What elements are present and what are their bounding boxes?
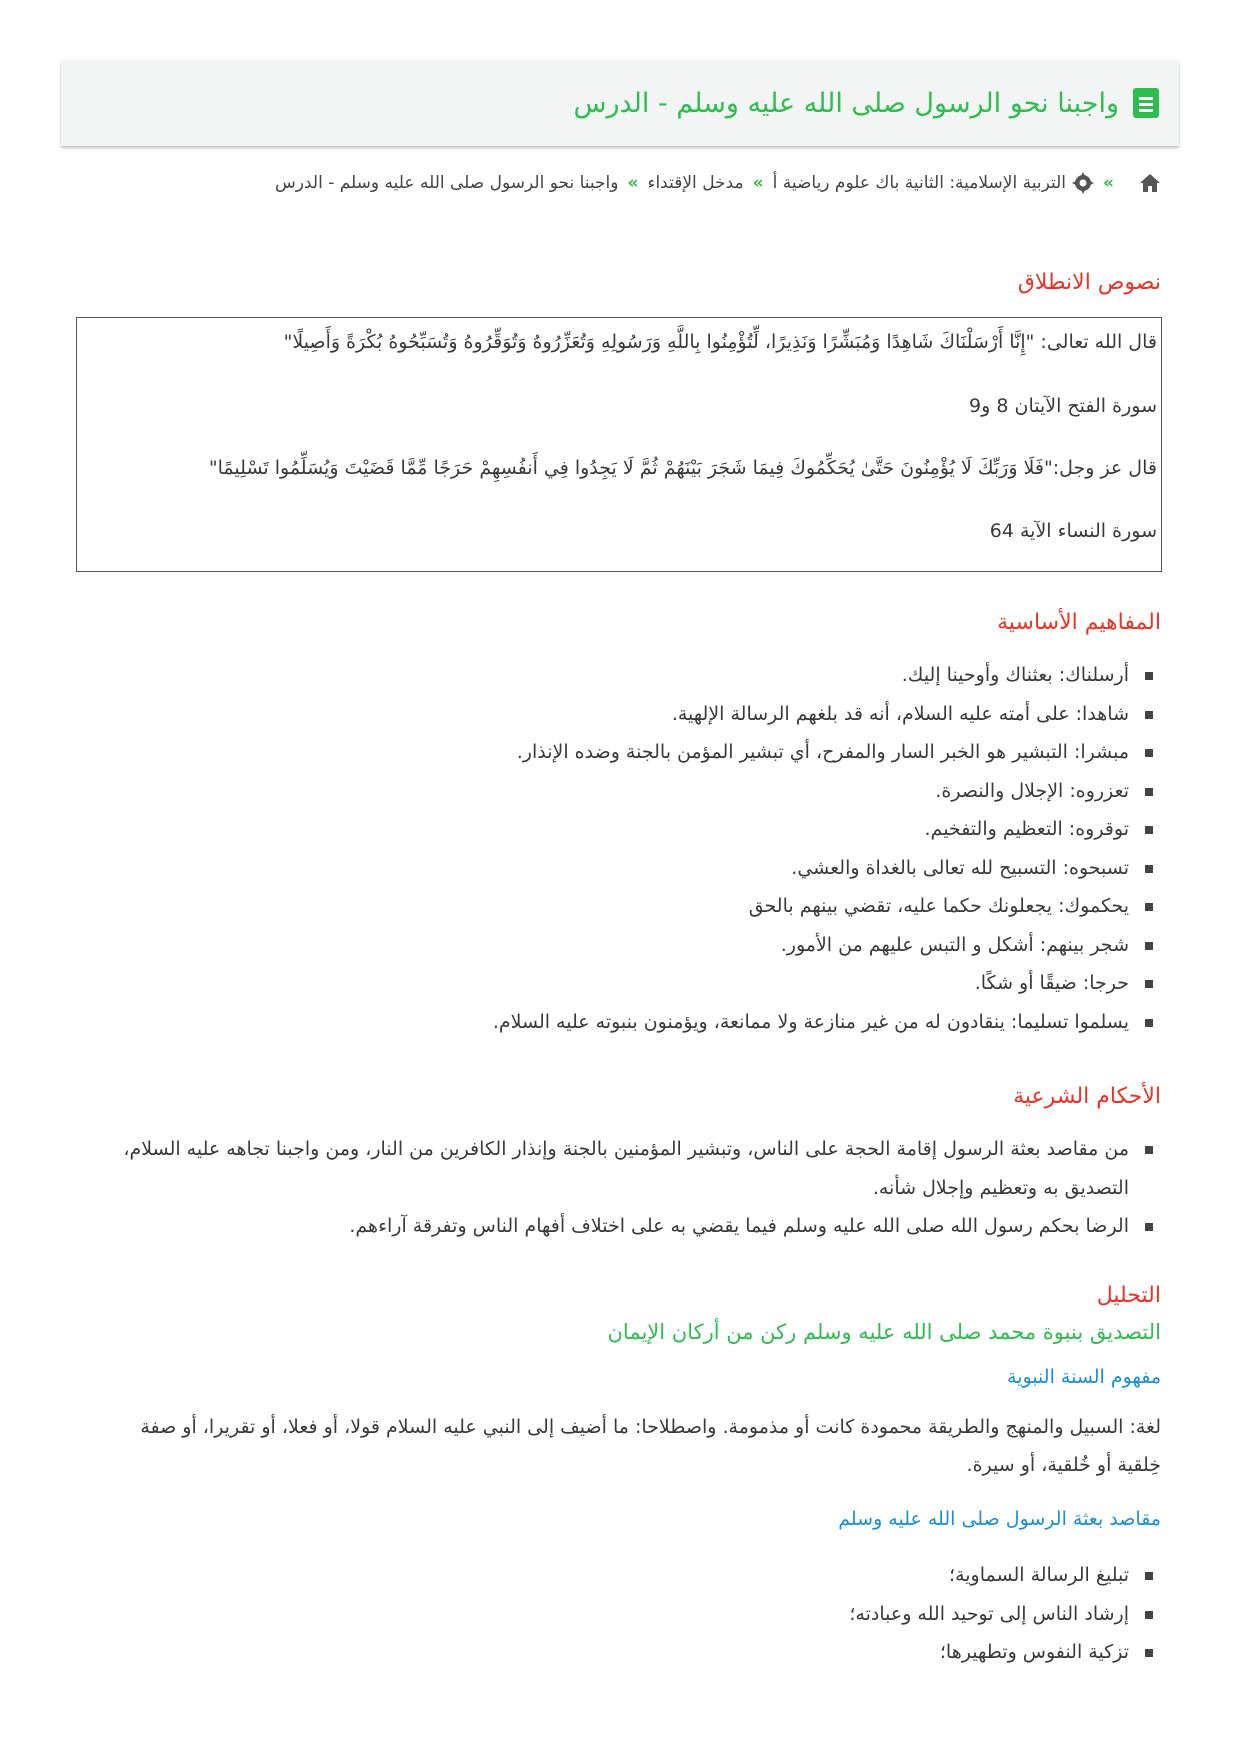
rulings-list — [101, 1130, 1161, 1246]
breadcrumb-item-course[interactable]: التربية الإسلامية: الثانية باك علوم رياضية أ — [772, 173, 1067, 193]
quote-text: قال عز وجل:"فَلَا وَرَبِّكَ لَا يُؤْمِنُونَ حَتَّىٰ يُحَكِّمُوكَ فِيمَا شَجَرَ بَيْنَهُمْ ثُمَّ لَا يَجِدُوا فِي أَنفُسِهِمْ حَرَجًا مِّمَّا قَضَيْتَ وَيُسَلِّمُوا تَسْلِيمًا" — [208, 457, 1157, 479]
page-header — [61, 60, 1179, 146]
list-item: مبشرا: التبشير هو الخبر السار والمفرح، أي تبشير المؤمن بالجنة وضده الإنذار. — [101, 733, 1161, 772]
section-title-basic-concepts: المفاهيم الأساسية — [997, 610, 1161, 635]
breadcrumb-separator: » — [752, 173, 764, 193]
list-item: تعزروه: الإجلال والنصرة. — [101, 772, 1161, 811]
document-icon — [1133, 88, 1159, 118]
list-item: يسلموا تسليما: ينقادون له من غير منازعة ولا ممانعة، ويؤمنون بنبوته عليه السلام. — [101, 1003, 1161, 1042]
list-item: إرشاد الناس إلى توحيد الله وعبادته؛ — [101, 1595, 1161, 1634]
list-item: يحكموك: يجعلونك حكما عليه، تقضي بينهم بالحق — [101, 887, 1161, 926]
list-item: حرجا: ضيقًا أو شكًا. — [101, 964, 1161, 1003]
list-item: من مقاصد بعثة الرسول إقامة الحجة على الناس، وتبشير المؤمنين بالجنة وإنذار الكافرين من النار، ومن واجبنا تجاهه عليه السلام، التصديق به وتعظيم وإجلال شأنه. — [101, 1130, 1161, 1207]
mission-goals-heading: مقاصد بعثة الرسول صلى الله عليه وسلم — [838, 1508, 1161, 1530]
list-item: تزكية النفوس وتطهيرها؛ — [101, 1633, 1161, 1672]
quran-quote-box — [76, 317, 1162, 572]
section-title-analysis: التحليل — [1096, 1283, 1161, 1308]
list-item: توقروه: التعظيم والتفخيم. — [101, 810, 1161, 849]
sunnah-concept-heading: مفهوم السنة النبوية — [1007, 1366, 1161, 1388]
breadcrumb-separator: » — [1103, 173, 1114, 193]
list-item: شاهدا: على أمته عليه السلام، أنه قد بلغهم الرسالة الإلهية. — [101, 695, 1161, 734]
mission-goals-list — [101, 1556, 1161, 1672]
list-item: أرسلناك: بعثناك وأوحينا إليك. — [101, 656, 1161, 695]
list-item: شجر بينهم: أشكل و التبس عليهم من الأمور. — [101, 926, 1161, 965]
analysis-subtitle: التصديق بنبوة محمد صلى الله عليه وسلم ركن من أركان الإيمان — [607, 1320, 1161, 1344]
quote-reference: سورة النساء الآية 64 — [989, 520, 1157, 542]
gear-icon — [1072, 172, 1094, 194]
breadcrumb-item-unit[interactable]: مدخل الإقتداء — [647, 173, 744, 193]
home-icon[interactable] — [1139, 173, 1161, 193]
list-item: الرضا بحكم رسول الله صلى الله عليه وسلم فيما يقضي به على اختلاف أفهام الناس وتفرقة آراءهم. — [101, 1207, 1161, 1246]
section-title-starting-texts: نصوص الانطلاق — [1017, 270, 1161, 295]
list-item: تسبحوه: التسبيح لله تعالى بالغداة والعشي. — [101, 849, 1161, 888]
quote-reference: سورة الفتح الآيتان 8 و9 — [969, 395, 1157, 417]
sunnah-definition: لغة: السبيل والمنهج والطريقة محمودة كانت أو مذمومة. واصطلاحا: ما أضيف إلى النبي عليه السلام قولا، أو فعلا، أو تقريرا، أو صفة خِلقية أو خُلقية، أو سيرة. — [140, 1416, 1161, 1476]
section-title-legal-rulings: الأحكام الشرعية — [1013, 1084, 1161, 1109]
breadcrumb-separator: » — [627, 173, 639, 193]
quote-text: قال الله تعالى: "إِنَّا أَرْسَلْنَاكَ شَاهِدًا وَمُبَشِّرًا وَنَذِيرًا، لِّتُؤْمِنُوا بِاللَّهِ وَرَسُولِهِ وَتُعَزِّرُوهُ وَتُوَقِّرُوهُ وَتُسَبِّحُوهُ بُكْرَةً وَأَصِيلًا" — [283, 331, 1157, 353]
page-title: واجبنا نحو الرسول صلى الله عليه وسلم - الدرس — [573, 87, 1119, 119]
list-item: تبليغ الرسالة السماوية؛ — [101, 1556, 1161, 1595]
concepts-list — [101, 656, 1161, 1041]
breadcrumb-item-lesson: واجبنا نحو الرسول صلى الله عليه وسلم - الدرس — [275, 173, 619, 193]
breadcrumb — [275, 168, 1161, 198]
